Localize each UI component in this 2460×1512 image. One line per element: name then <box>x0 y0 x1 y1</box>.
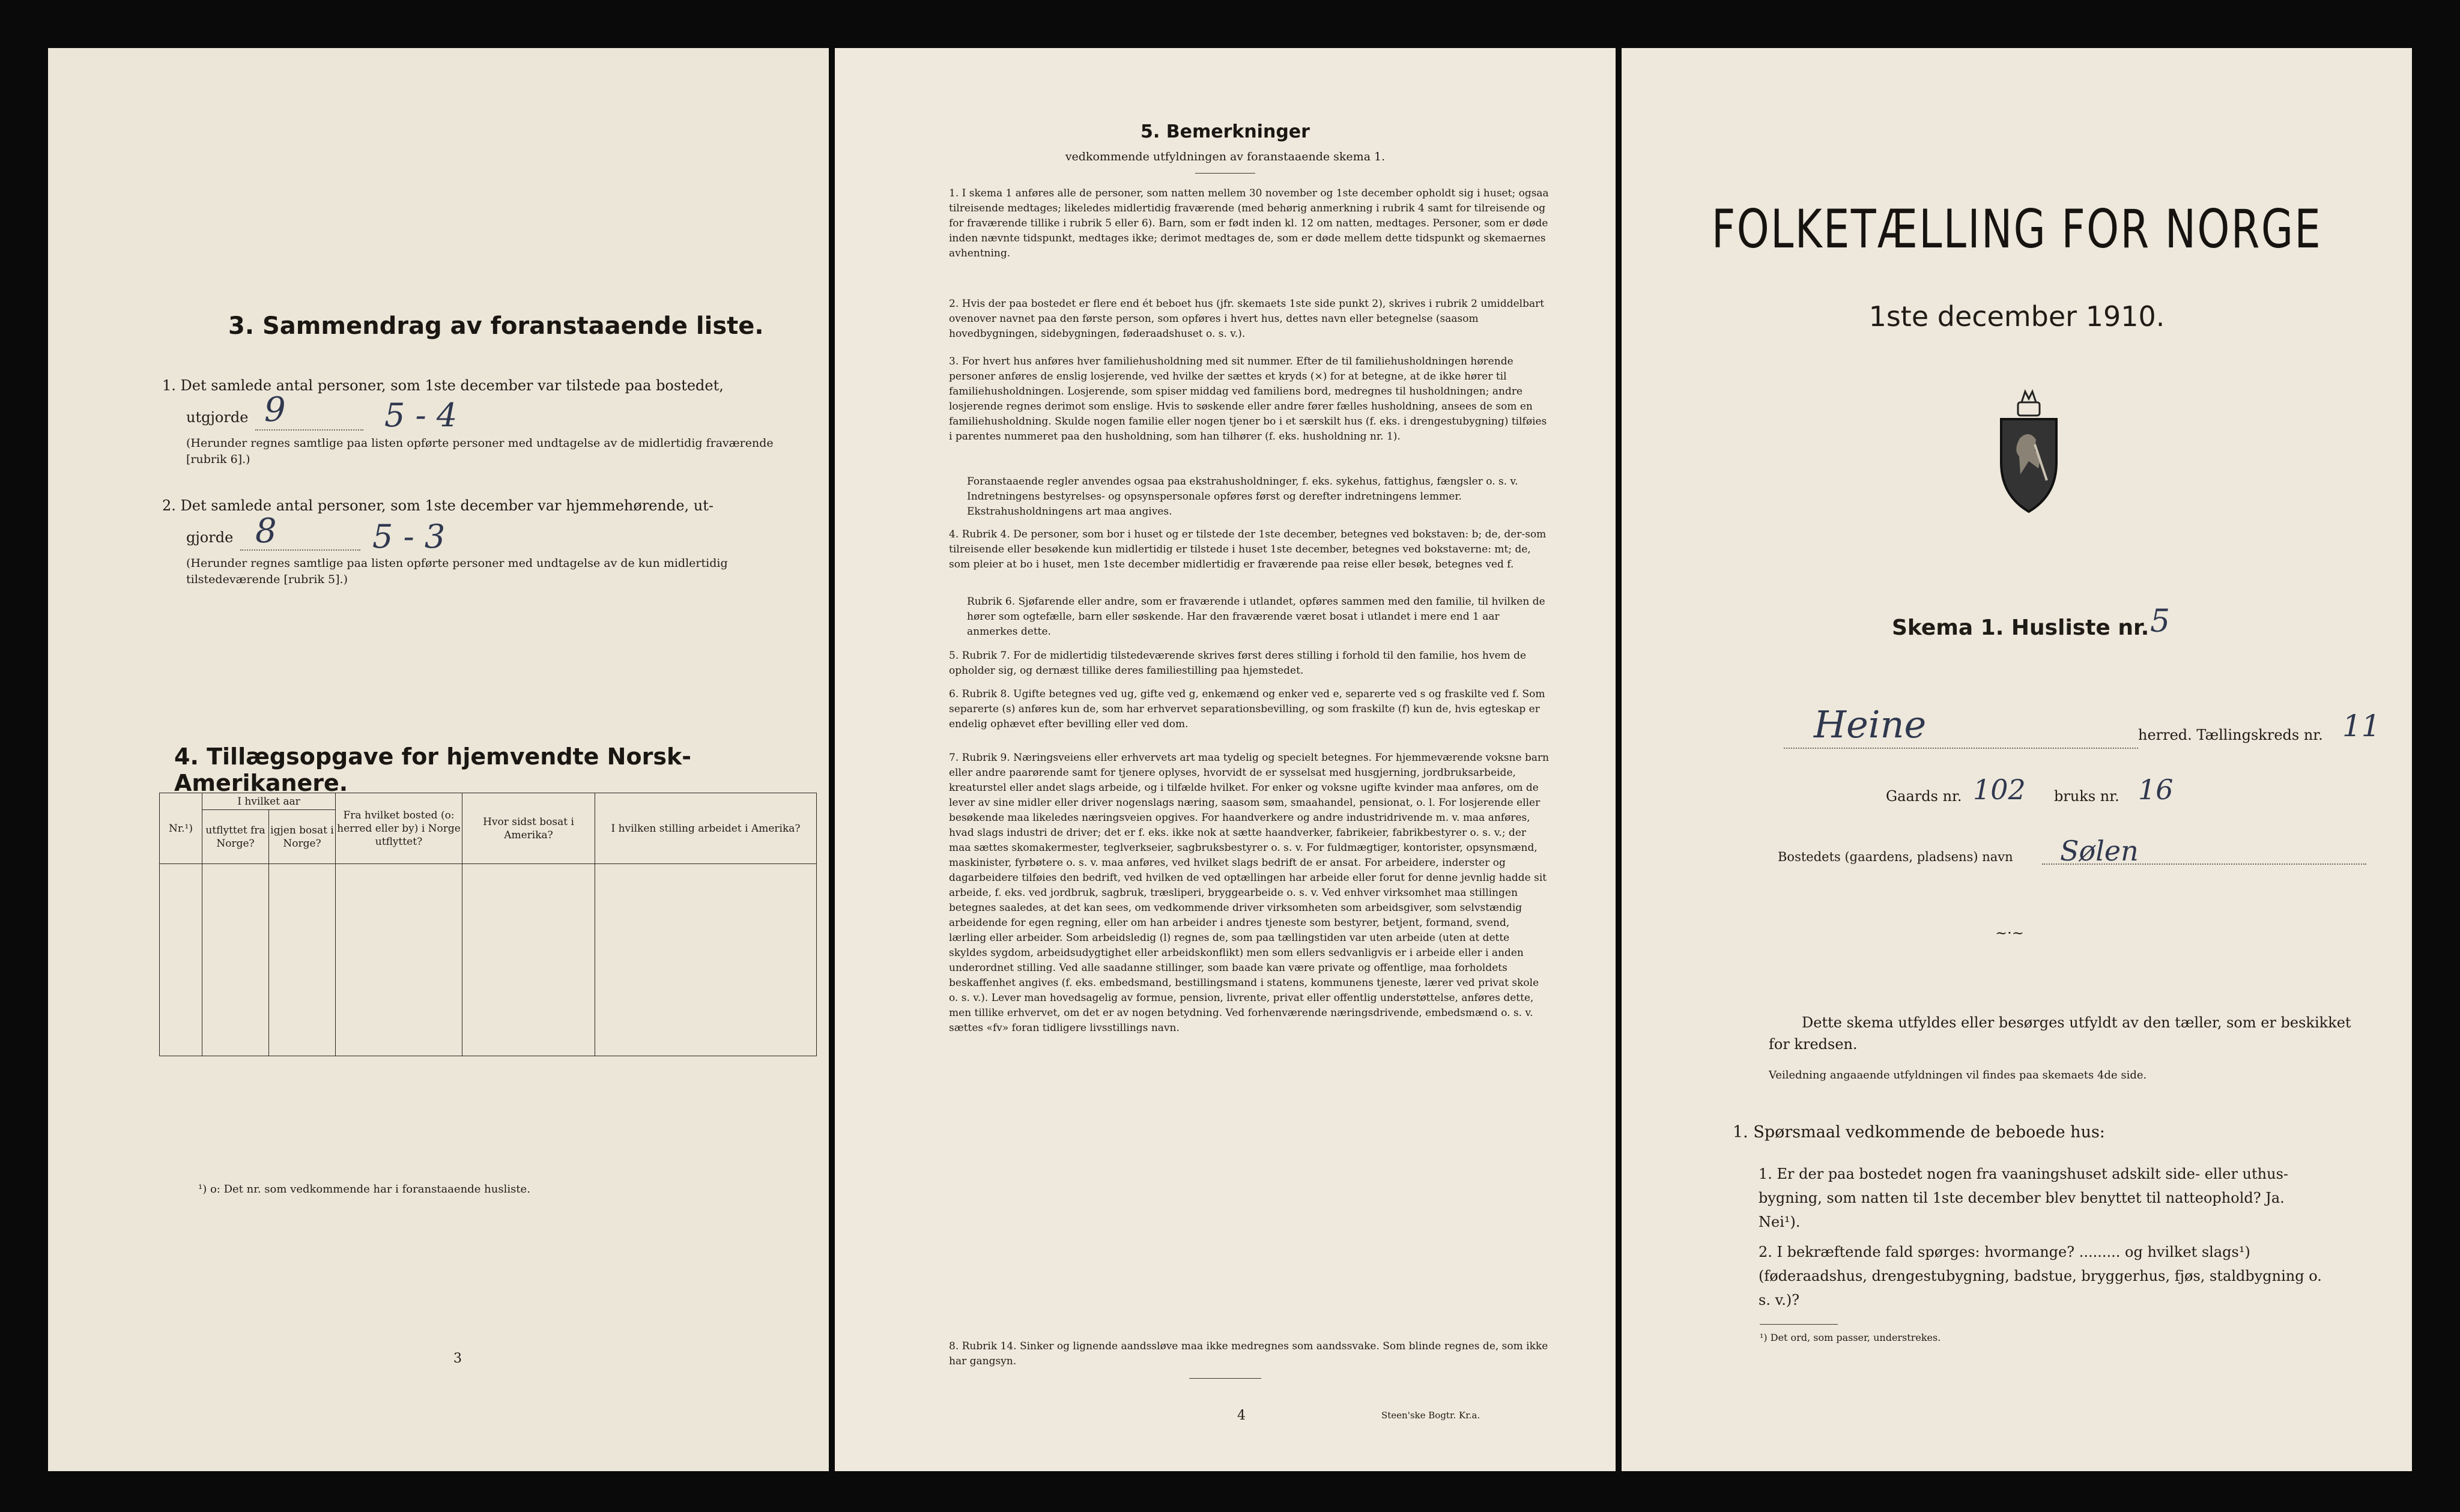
right-page <box>1622 48 2412 1471</box>
summary-item1-label: utgjorde <box>186 409 249 426</box>
col-last-header: Hvor sidst bosat i Amerika? <box>462 793 595 864</box>
remark-item: 7. Rubrik 9. Næringsveiens eller erhvervets art maa tydelig og specielt betegnes. For hjemmeværende voksne barn eller andre paarørende samt for tjenere oplyses, hvorvidt de er sysselsat med husgjerning, jordbruksarbeide, kreaturstel eller andet slags arbeide, og i tilfælde hvilket. For enker og voksne ugifte kvinder maa anføres, om de lever av sine midler eller driver nogenslags næring, saasom søm, smaahandel, pensionat, o. l. For losjerende eller besøkende maa likeledes næringsveien opgives. For haandverkere og andre industridrivende m. v. maa anføres, hvad slags industri de driver; det er f. eks. ikke nok at sætte haandverker, fabrikeier, fabrikbestyrer o. s. v.; der maa sættes skomakermester, teglverkseier, sagbruksbestyrer o. s. v. For fuldmægtiger, kontorister, opsynsmænd, maskinister, fyrbøtere o. s. v. maa anføres, ved hvilket slags bedrift de er ansat. For arbeidere, inderster og dagarbeidere tilføies den bedrift, ved hvilken de ved optællingen har arbeide eller forut for denne jevnlig hadde sit arbeide, f. eks. ved jordbruk, sagbruk, træsliperi, bryggearbeide o. s. v. Ved enhver virksomhet maa stillingen betegnes saaledes, at det kan sees, om vedkommende driver virksomheten som arbeidsgiver, som selvstændig arbeidende for egen regning, eller om han arbeider i andres tjeneste som bestyrer, betjent, formand, svend, lærling eller arbeider. Som arbeidsledig (l) regnes de, som paa tællingstiden var uten arbeide (uten at dette skyldes sygdom, arbeidsudygtighet eller arbeidskonflikt) men som ellers sedvanligvis er i arbeide eller i anden underordnet stilling. Ved alle saadanne stillinger, som baade kan være private og offentlige, maa forholdets beskaffenhet angives (f. eks. embedsmand, bestillingsmand i statens, kommunens tjeneste, lærer ved privat skole o. s. v.). Lever man hovedsagelig av formue, pension, livrente, privat eller offentlig understøttelse, anføres dette, men tillike erhvervet, om det er av nogen betydning. Ved forhenværende næringsdrivende, embedsmænd o. s. v. sættes «fv» foran tidligere livsstillings navn. <box>949 752 1550 1034</box>
bruks-label: bruks nr. <box>2054 788 2119 805</box>
table-body-row <box>160 864 817 1056</box>
remark-item: 8. Rubrik 14. Sinker og lignende aandssløve maa ikke medregnes som aandssvake. Som blinde regnes de, som ikke har gangsyn. <box>949 1340 1548 1367</box>
summary-heading: 3. Sammendrag av foranstaaende liste. <box>228 312 764 340</box>
ornament-divider: ~·~ <box>1995 925 2024 942</box>
summary-item2-label: gjorde <box>186 529 234 546</box>
bruks-value: 16 <box>2138 773 2174 806</box>
cover-title: FOLKETÆLLING FOR NORGE <box>1711 198 2322 260</box>
remarks-subheading: vedkommende utfyldningen av foranstaaende skema 1. <box>1065 150 1386 163</box>
remarks-heading: 5. Bemerkninger <box>1141 121 1310 142</box>
cover-intro: Dette skema utfyldes eller besørges utfyldt av den tæller, som er beskikket for kredsen. <box>1769 1014 2351 1053</box>
middle-page <box>835 48 1616 1471</box>
col-moved-header: utflyttet fra Norge? <box>202 810 269 864</box>
remark-item: 3. For hvert hus anføres hver familiehusholdning med sit nummer. Efter de til familiehusholdningen hørende personer anføres de enslig losjerende, ved hvilke der sættes et kryds (×) for at betegne, at de ikke hører til familiehusholdningen. Losjerende, som spiser middag ved familiens bord, medregnes til husholdningen; andre losjerende regnes derimot som enslige. Hvis to søskende eller andre fører fælles husholdning, ansees de som en familiehusholdning. Skulde nogen familie eller nogen tjener bo i et særskilt hus (f. eks. i drengestubygning) tilføies i parentes nummeret paa den husholdning, som han tilhører (f. eks. husholdning nr. 1). <box>949 355 1547 443</box>
bosted-label: Bostedets (gaardens, pladsens) navn <box>1778 850 2013 864</box>
gaards-label: Gaards nr. <box>1886 788 1962 805</box>
remark-item: 6. Rubrik 8. Ugifte betegnes ved ug, gifte ved g, enkemænd og enker ved e, separerte ved s og fraskilte ved f. Som separerte (s) anføres kun de, som har erhvervet separationsbevilling, og som fraskilte (f) kun de, hvis egteskap er endelig ophævet efter bevilling eller ved dom. <box>949 688 1545 730</box>
col-returned-header: igjen bosat i Norge? <box>269 810 336 864</box>
kreds-value: 11 <box>2342 709 2381 743</box>
printer-mark: Steen'ske Bogtr. Kr.a. <box>1381 1410 1480 1421</box>
remark-item: Foranstaaende regler anvendes ogsaa paa ekstrahusholdninger, f. eks. sykehus, fattighus, fængsler o. s. v. Indretningens bestyrelses- og opsynspersonale opføres først og derefter indretningens lemmer. Ekstrahusholdningens art maa angives. <box>967 476 1518 518</box>
col-year-group-header: I hvilket aar <box>202 793 336 810</box>
question-1: 1. Er der paa bostedet nogen fra vaaningshuset adskilt side- eller uthus-bygning, som natten til 1ste december blev benyttet til natteophold? Ja. Nei¹). <box>1759 1166 2288 1230</box>
col-nr-header: Nr.¹) <box>160 793 202 864</box>
herred-label: herred. Tællingskreds nr. <box>2138 727 2323 743</box>
questions-heading: 1. Spørsmaal vedkommende de beboede hus: <box>1733 1123 2105 1142</box>
left-page <box>48 48 829 1471</box>
supplement-footnote: ¹) o: Det nr. som vedkommende har i foranstaaende husliste. <box>198 1183 530 1196</box>
summary-item1-hand-note: 5 - 4 <box>384 396 458 434</box>
summary-item2-hand-note: 5 - 3 <box>372 518 446 555</box>
bosted-value: Sølen <box>2060 835 2139 867</box>
remark-item: 1. I skema 1 anføres alle de personer, som natten mellem 30 november og 1ste december opholdt sig i huset; ogsaa tilreisende medtages; likeledes midlertidig fraværende (med behørig anmerkning i rubrik 4 samt for tilreisende og for fraværende tillike i rubrik 5 eller 6). Barn, som er født inden kl. 12 om natten, medtages. Personer, som er døde inden nævnte tidspunkt, medtages ikke; derimot medtages de, som er døde mellem dette tidspunkt og skemaernes avhentning. <box>949 187 1549 259</box>
summary-item1-dotted-line <box>255 429 363 431</box>
summary-item2-line: 2. Det samlede antal personer, som 1ste december var hjemmehørende, ut- <box>162 497 713 514</box>
question-2: 2. I bekræftende fald spørges: hvormange? ......... og hvilket slags¹) (føderaadshus, drengestubygning, badstue, bryggerhus, fjøs, staldbygning o. s. v.)? <box>1759 1244 2322 1308</box>
cover-guidance: Veiledning angaaende utfyldningen vil findes paa skemaets 4de side. <box>1769 1069 2147 1081</box>
cover-footnote: ¹) Det ord, som passer, understrekes. <box>1760 1332 1941 1343</box>
remark-item: 5. Rubrik 7. For de midlertidig tilstedeværende skrives først deres stilling i forhold til den familie, hos hvem de opholder sig, og dernæst tillike deres familiestilling paa hjemstedet. <box>949 650 1527 677</box>
remark-item: 4. Rubrik 4. De personer, som bor i huset og er tilstede der 1ste december, betegnes ved bokstaven: b; de, der-som tilreisende eller besøkende kun midlertidig er tilstede i huset 1ste december, betegnes ved bokstaverne: mt; de, som pleier at bo i huset, men 1ste december midlertidig er fraværende paa reise eller besøk, betegnes ved f. <box>949 528 1547 570</box>
gaards-value: 102 <box>1973 773 2026 806</box>
cover-date: 1ste december 1910. <box>1868 300 2165 333</box>
page-number-middle: 4 <box>1237 1408 1246 1423</box>
summary-item1-note: (Herunder regnes samtlige paa listen opførte personer med undtagelse av de midlertidig fraværende [rubrik 6].) <box>186 437 774 466</box>
remarks-divider <box>1195 173 1255 174</box>
remark-item: 2. Hvis der paa bostedet er flere end ét beboet hus (jfr. skemaets 1ste side punkt 2), skrives i rubrik 2 umiddelbart ovenover navnet paa den første person, som opføres i hvert hus, dettes navn eller betegnelse (saasom hovedbygningen, sidebygningen, føderaadshuset o. s. v.). <box>949 298 1545 340</box>
supplement-table <box>159 793 817 1056</box>
summary-item1-line: 1. Det samlede antal personer, som 1ste december var tilstede paa bostedet, <box>162 377 724 394</box>
norway-coat-of-arms-icon <box>1993 384 2065 516</box>
summary-item2-note: (Herunder regnes samtlige paa listen opførte personer med undtagelse av de kun midlertidig tilstedeværende [rubrik 5].) <box>186 557 728 586</box>
summary-item2-value: 8 <box>255 512 277 551</box>
remark-item: Rubrik 6. Sjøfarende eller andre, som er fraværende i utlandet, opføres sammen med den familie, til hvilken de hører som ogtefælle, barn eller søskende. Har den fraværende været bosat i utlandet i mere end 1 aar anmerkes dette. <box>967 596 1545 638</box>
summary-item2-dotted-line <box>240 549 360 551</box>
herred-line <box>1784 748 2138 749</box>
footnote-divider <box>1760 1324 1838 1325</box>
summary-item1-value: 9 <box>264 390 286 429</box>
form-label: Skema 1. Husliste nr. <box>1892 615 2149 640</box>
end-divider <box>1189 1378 1261 1379</box>
col-position-header: I hvilken stilling arbeidet i Amerika? <box>595 793 817 864</box>
supplement-heading: 4. Tillægsopgave for hjemvendte Norsk-Amerikanere. <box>174 743 691 796</box>
page-number-left: 3 <box>453 1351 462 1366</box>
herred-value: Heine <box>1814 703 1927 746</box>
col-from-header: Fra hvilket bosted (o: herred eller by) i Norge utflyttet? <box>336 793 462 864</box>
form-number: 5 <box>2150 603 2171 640</box>
